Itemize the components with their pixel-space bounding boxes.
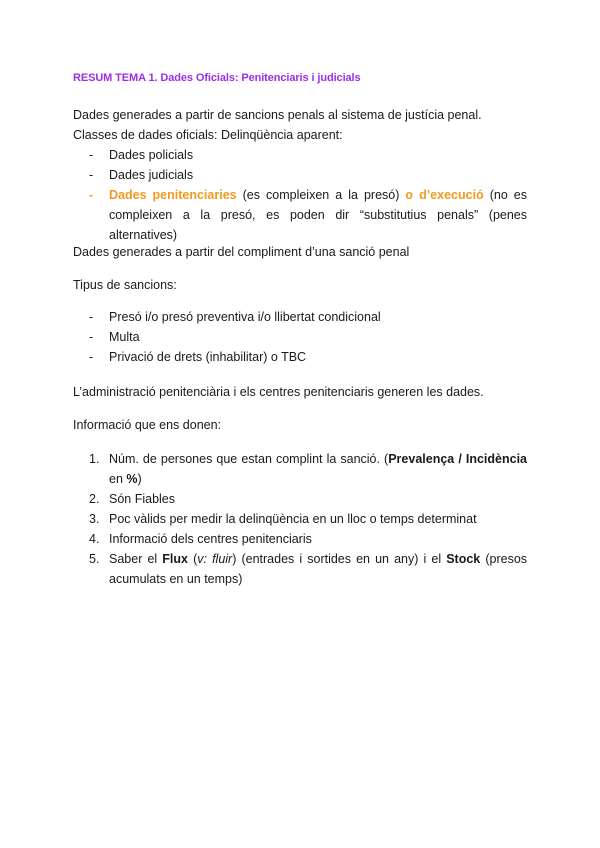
number-marker: 3. (89, 512, 100, 526)
list-item (73, 327, 527, 347)
classes-item-text: (no es compleixen a la presó, es poden dir “substitutius penals” (penes alternatives) (109, 188, 527, 242)
list-item (73, 509, 527, 529)
list-item (73, 165, 527, 185)
section-heading: Tipus de sancions: (73, 278, 177, 292)
bold-term: Prevalença (388, 452, 455, 466)
dash-marker: - (89, 310, 94, 324)
paragraph-text: Dades generades a partir del compliment d’una sanció penal (73, 245, 410, 259)
classes-item-text: Dades policials (109, 148, 194, 162)
classes-list (73, 145, 527, 245)
list-item (73, 529, 527, 549)
dash-marker: - (89, 330, 94, 344)
bold-term: / (454, 452, 466, 466)
sancions-section (73, 307, 527, 367)
italic-term: v: fluir (197, 552, 233, 566)
info-item-text: ( (187, 552, 198, 566)
info-item-text: ) (entrades i sortides en un any) i el (232, 552, 447, 566)
list-item (73, 347, 527, 367)
info-heading-section (73, 415, 527, 435)
list-item (73, 489, 527, 509)
info-item-text: Núm. de persones que estan complint la sanció. ( (109, 452, 389, 466)
info-section (73, 449, 527, 589)
info-item-text: ) (137, 472, 142, 486)
info-item-text: Són Fiables (109, 492, 176, 506)
bold-term: % (126, 472, 138, 486)
number-marker: 1. (89, 452, 100, 466)
page-title: RESUM TEMA 1. Dades Oficials: Penitenciaris i judicials (73, 72, 361, 84)
info-item-text: Saber el (109, 552, 163, 566)
info-item-text: Informació dels centres penitenciaris (109, 532, 312, 546)
sancio-item-text: Multa (109, 330, 140, 344)
intro-section (73, 105, 527, 245)
number-marker: 4. (89, 532, 100, 546)
admin-paragraph (73, 382, 527, 402)
info-item-text: (presos acumulats en un temps) (109, 552, 528, 586)
number-marker: 2. (89, 492, 100, 506)
info-item-text: Poc vàlids per medir la delinqüència en un lloc o temps determinat (109, 512, 477, 526)
number-marker: 5. (89, 552, 100, 566)
section-heading: Informació que ens donen: (73, 418, 222, 432)
highlight-text: Dades penitenciaries (109, 188, 237, 202)
bold-term: Flux (162, 552, 188, 566)
dash-marker: - (89, 168, 94, 182)
intro-line-2: Classes de dades oficials: Delinqüència aparent: (73, 128, 343, 142)
bold-term: Stock (446, 552, 481, 566)
highlight-text: o d’execució (405, 188, 484, 202)
bold-term: Incidència (465, 452, 527, 466)
list-item (73, 145, 527, 165)
dash-marker: - (89, 188, 94, 202)
sancions-list (73, 307, 527, 367)
info-item-text: en (109, 472, 127, 486)
tipus-section (73, 275, 527, 295)
classes-item-text: (es compleixen a la presó) (236, 188, 406, 202)
intro-line-1: Dades generades a partir de sancions penals al sistema de justícia penal. (73, 108, 482, 122)
dash-marker: - (89, 350, 94, 364)
paragraph-text: L’administració penitenciària i els centres penitenciaris generen les dades. (73, 385, 484, 399)
list-item (73, 307, 527, 327)
dash-marker: - (89, 148, 94, 162)
list-item (73, 449, 527, 489)
classes-item-text: Dades judicials (109, 168, 194, 182)
compliment-paragraph (73, 242, 527, 262)
list-item (73, 185, 527, 245)
sancio-item-text: Presó i/o presó preventiva i/o llibertat condicional (109, 310, 381, 324)
list-item (73, 549, 527, 589)
info-list (73, 449, 527, 589)
sancio-item-text: Privació de drets (inhabilitar) o TBC (109, 350, 307, 364)
